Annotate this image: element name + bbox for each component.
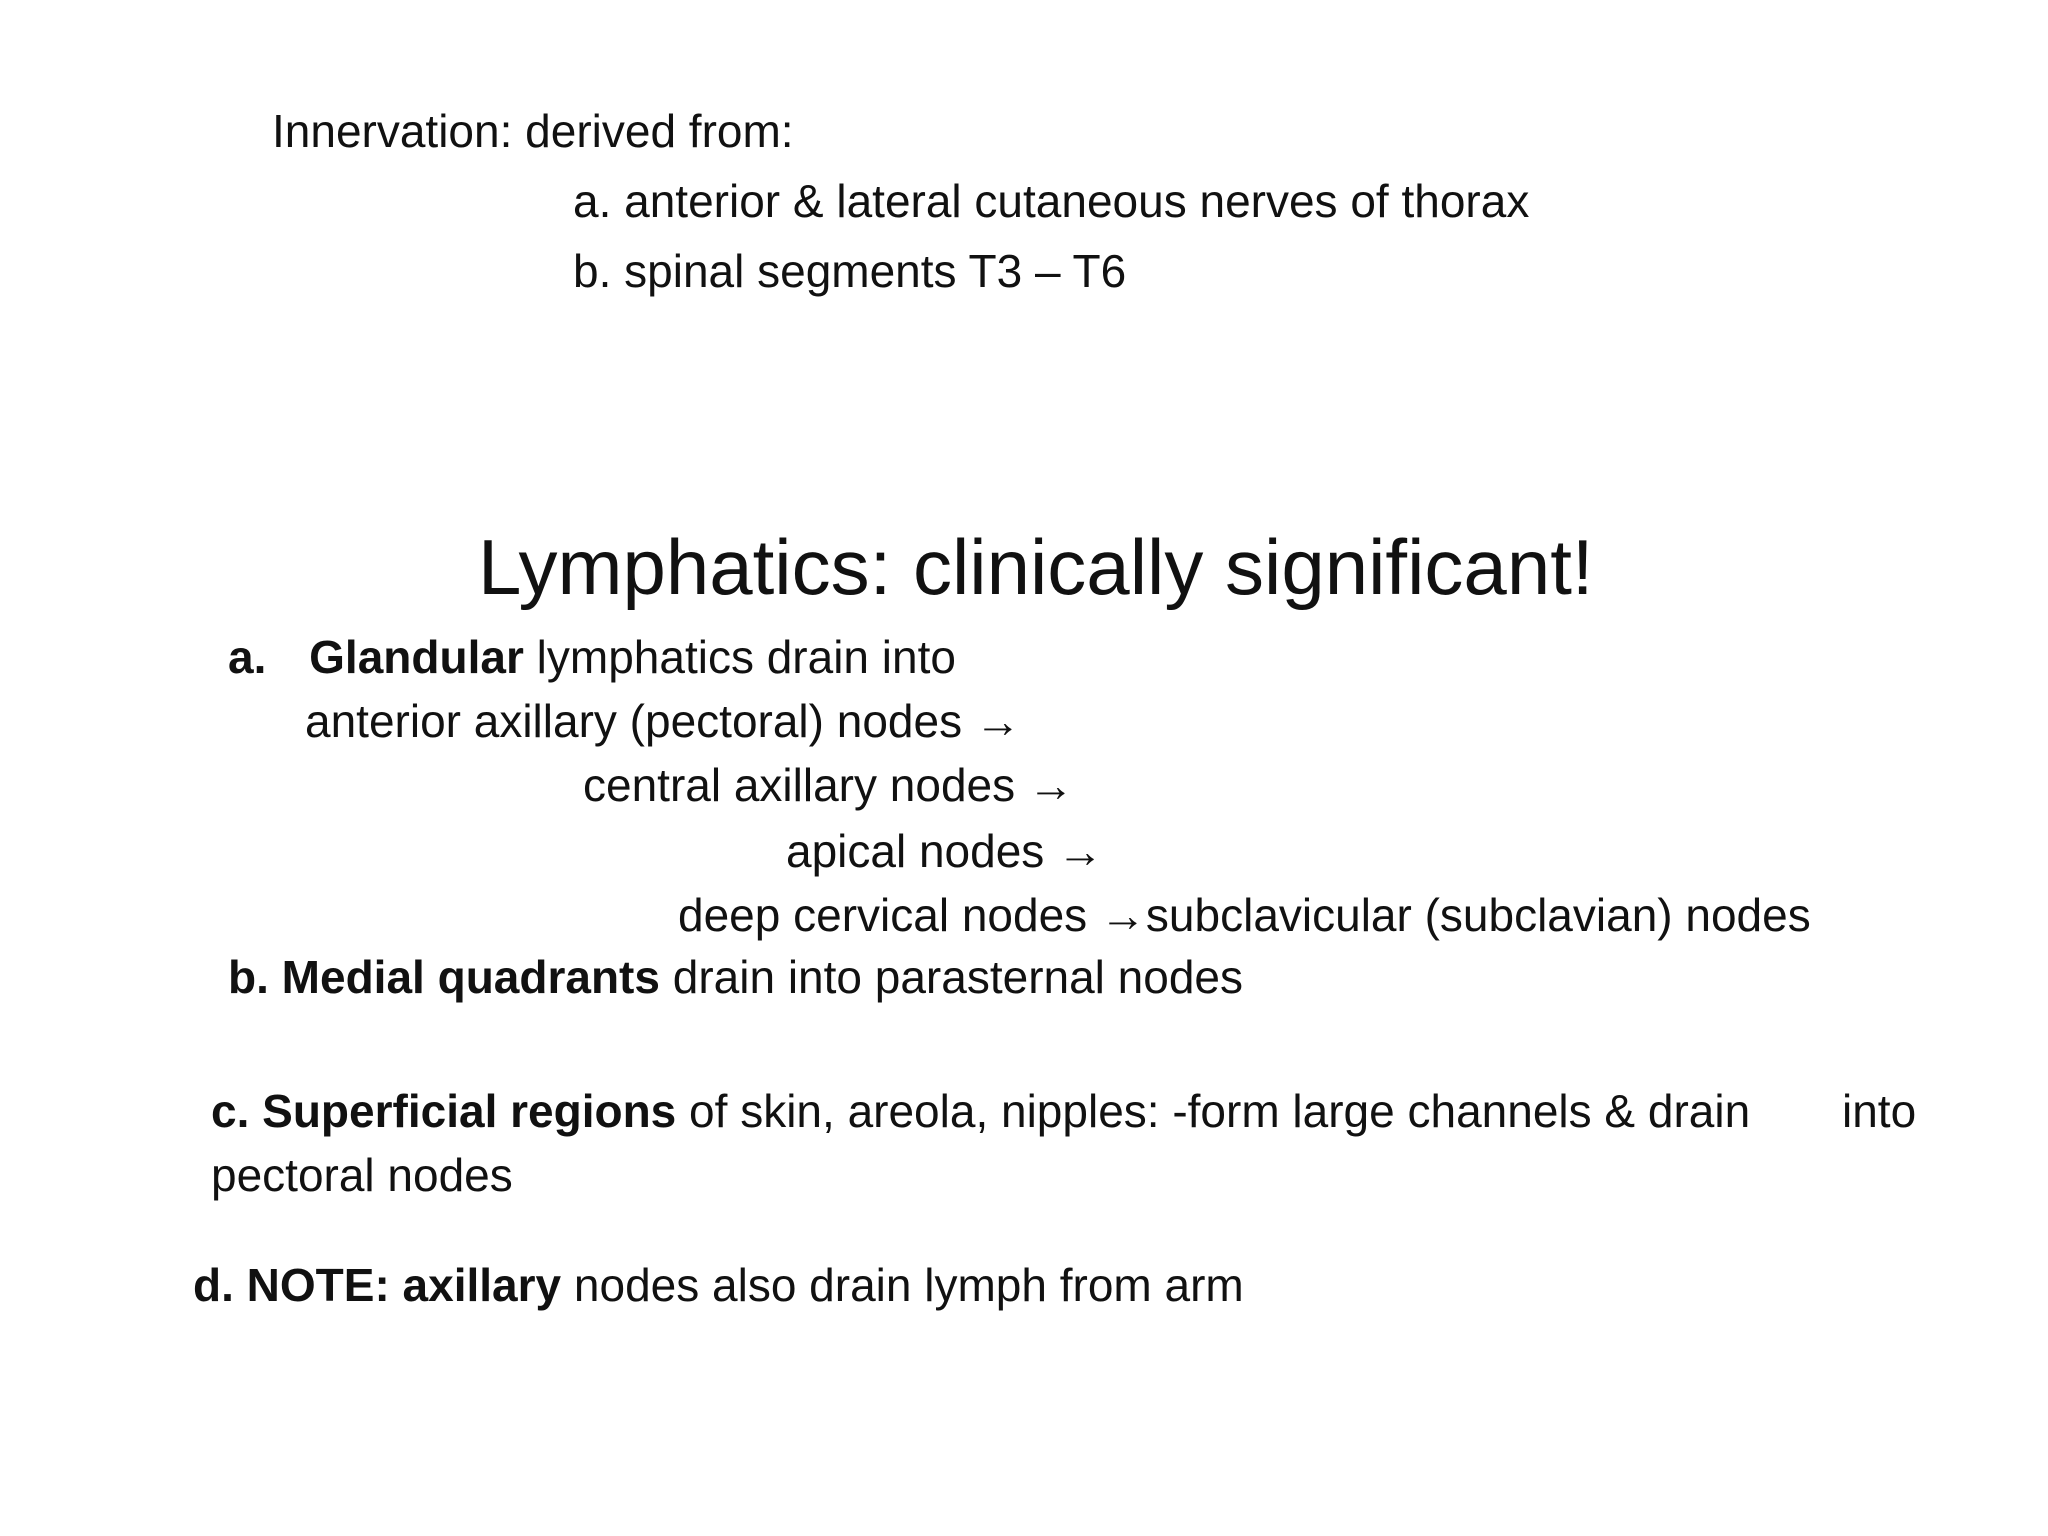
lymph-item-a-line5 <box>678 889 1811 941</box>
lymph-item-d-marker: d. NOTE: <box>193 1259 403 1311</box>
lymph-item-c-line2 <box>211 1149 513 1201</box>
lymph-item-a-line4 <box>786 825 1104 877</box>
lymph-item-b-marker: b. <box>228 951 282 1003</box>
lymph-item-c-rest: of skin, areola, nipples: -form large channels & drain <box>676 1085 1751 1137</box>
lymph-item-a-line3 <box>583 759 1074 811</box>
lymph-item-c-bold: Superficial regions <box>262 1085 677 1137</box>
innervation-item-a <box>573 175 1530 227</box>
lymph-item-d <box>193 1259 1244 1311</box>
lymph-item-c-into <box>1842 1085 1917 1137</box>
lymph-item-b-bold: Medial quadrants <box>281 951 660 1003</box>
lymphatics-title-text: Lymphatics: clinically significant! <box>478 523 1594 611</box>
lymph-item-d-rest: nodes also drain lymph from arm <box>561 1259 1244 1311</box>
lymph-item-c-marker: c. <box>211 1085 263 1137</box>
innervation-item-a-text: a. anterior & lateral cutaneous nerves of thorax <box>573 175 1530 227</box>
innervation-item-b-text: b. spinal segments T3 – T6 <box>573 245 1127 297</box>
lymph-item-d-bold: axillary <box>402 1259 562 1311</box>
lymph-item-a-line2-text: anterior axillary (pectoral) nodes → <box>305 695 1021 747</box>
lymph-item-c-line2-text: pectoral nodes <box>211 1149 513 1201</box>
innervation-heading <box>272 105 794 157</box>
lymph-item-a <box>228 631 956 683</box>
lymph-item-a-line2 <box>305 695 1021 747</box>
lymph-item-a-bold: Glandular <box>309 631 524 683</box>
lymph-item-a-line4-text: apical nodes → <box>786 825 1104 877</box>
lymphatics-title <box>478 523 1594 611</box>
lymph-item-c-into-text: into <box>1842 1085 1917 1137</box>
lymph-item-a-line3-text: central axillary nodes → <box>583 759 1074 811</box>
innervation-heading-text: Innervation: derived from: <box>272 105 794 157</box>
lymph-item-a-marker: a. <box>228 631 267 683</box>
lymph-item-b-rest: drain into parasternal nodes <box>659 951 1244 1003</box>
lymph-item-a-line5-text: deep cervical nodes →subclavicular (subclavian) nodes <box>678 889 1811 941</box>
lymph-item-a-rest: lymphatics drain into <box>523 631 956 683</box>
lymph-item-c <box>211 1085 1751 1137</box>
lymph-item-b <box>228 951 1244 1003</box>
innervation-item-b <box>573 245 1127 297</box>
